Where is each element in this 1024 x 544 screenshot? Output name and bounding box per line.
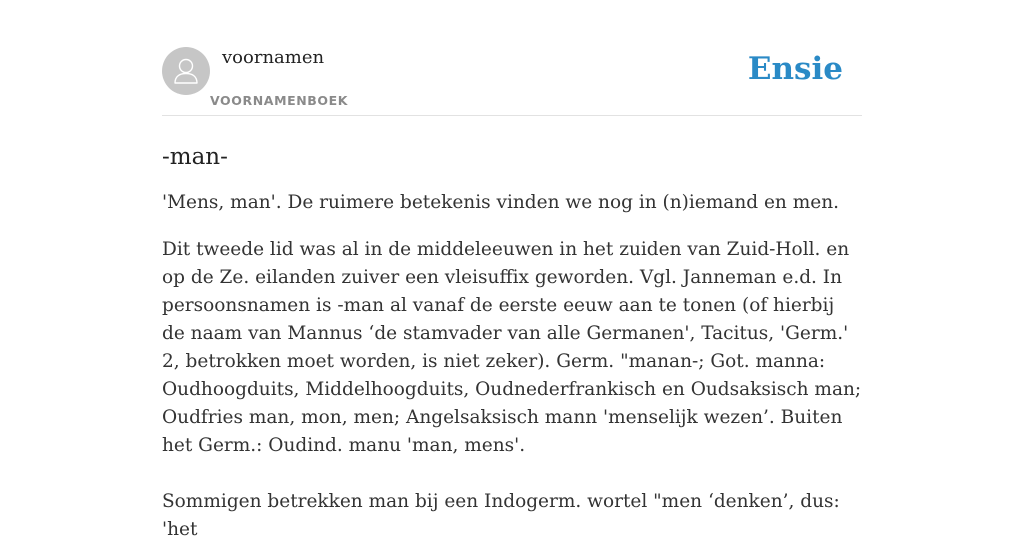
user-icon	[162, 47, 210, 95]
entry-paragraph: Dit tweede lid was al in de middeleeuwen in het zuiden van Zuid-Holl. en op de Ze. eilanden zuiver een vleisuffix geworden. Vgl. Janneman e.d. In persoonsnamen is -man al vanaf de eerste eeuw aan te tonen (of hierbij de naam van Mannus ‘de stamvader van alle Germanen', Tacitus, 'Germ.' 2, betrokken moet worden, is niet zeker). Germ. "manan-; Got. manna: Oudhoogduits, Middelhoogduits, Oudnederfrankisch en Oudsaksisch man; Oudfries man, mon, men; Angelsaksisch mann 'menselijk wezen’. Buiten het Germ.: Oudind. manu 'man, mens'.	[162, 239, 862, 456]
content-container	[162, 0, 862, 544]
brand-logo[interactable]: Ensie	[747, 51, 843, 87]
entry-header	[162, 0, 862, 116]
entry-paragraph: 'Mens, man'. De ruimere betekenis vinden we nog in (n)iemand en men.	[162, 192, 839, 213]
dictionary-name-link[interactable]: voornamen	[222, 47, 325, 68]
dictionary-subtitle-link[interactable]: VOORNAMENBOEK	[210, 93, 349, 108]
entry-paragraph: Sommigen betrekken man bij een Indogerm. wortel "men ‘denken’, dus: 'het	[162, 491, 840, 540]
entry-headword: -man-	[162, 144, 228, 170]
avatar[interactable]	[162, 47, 210, 95]
